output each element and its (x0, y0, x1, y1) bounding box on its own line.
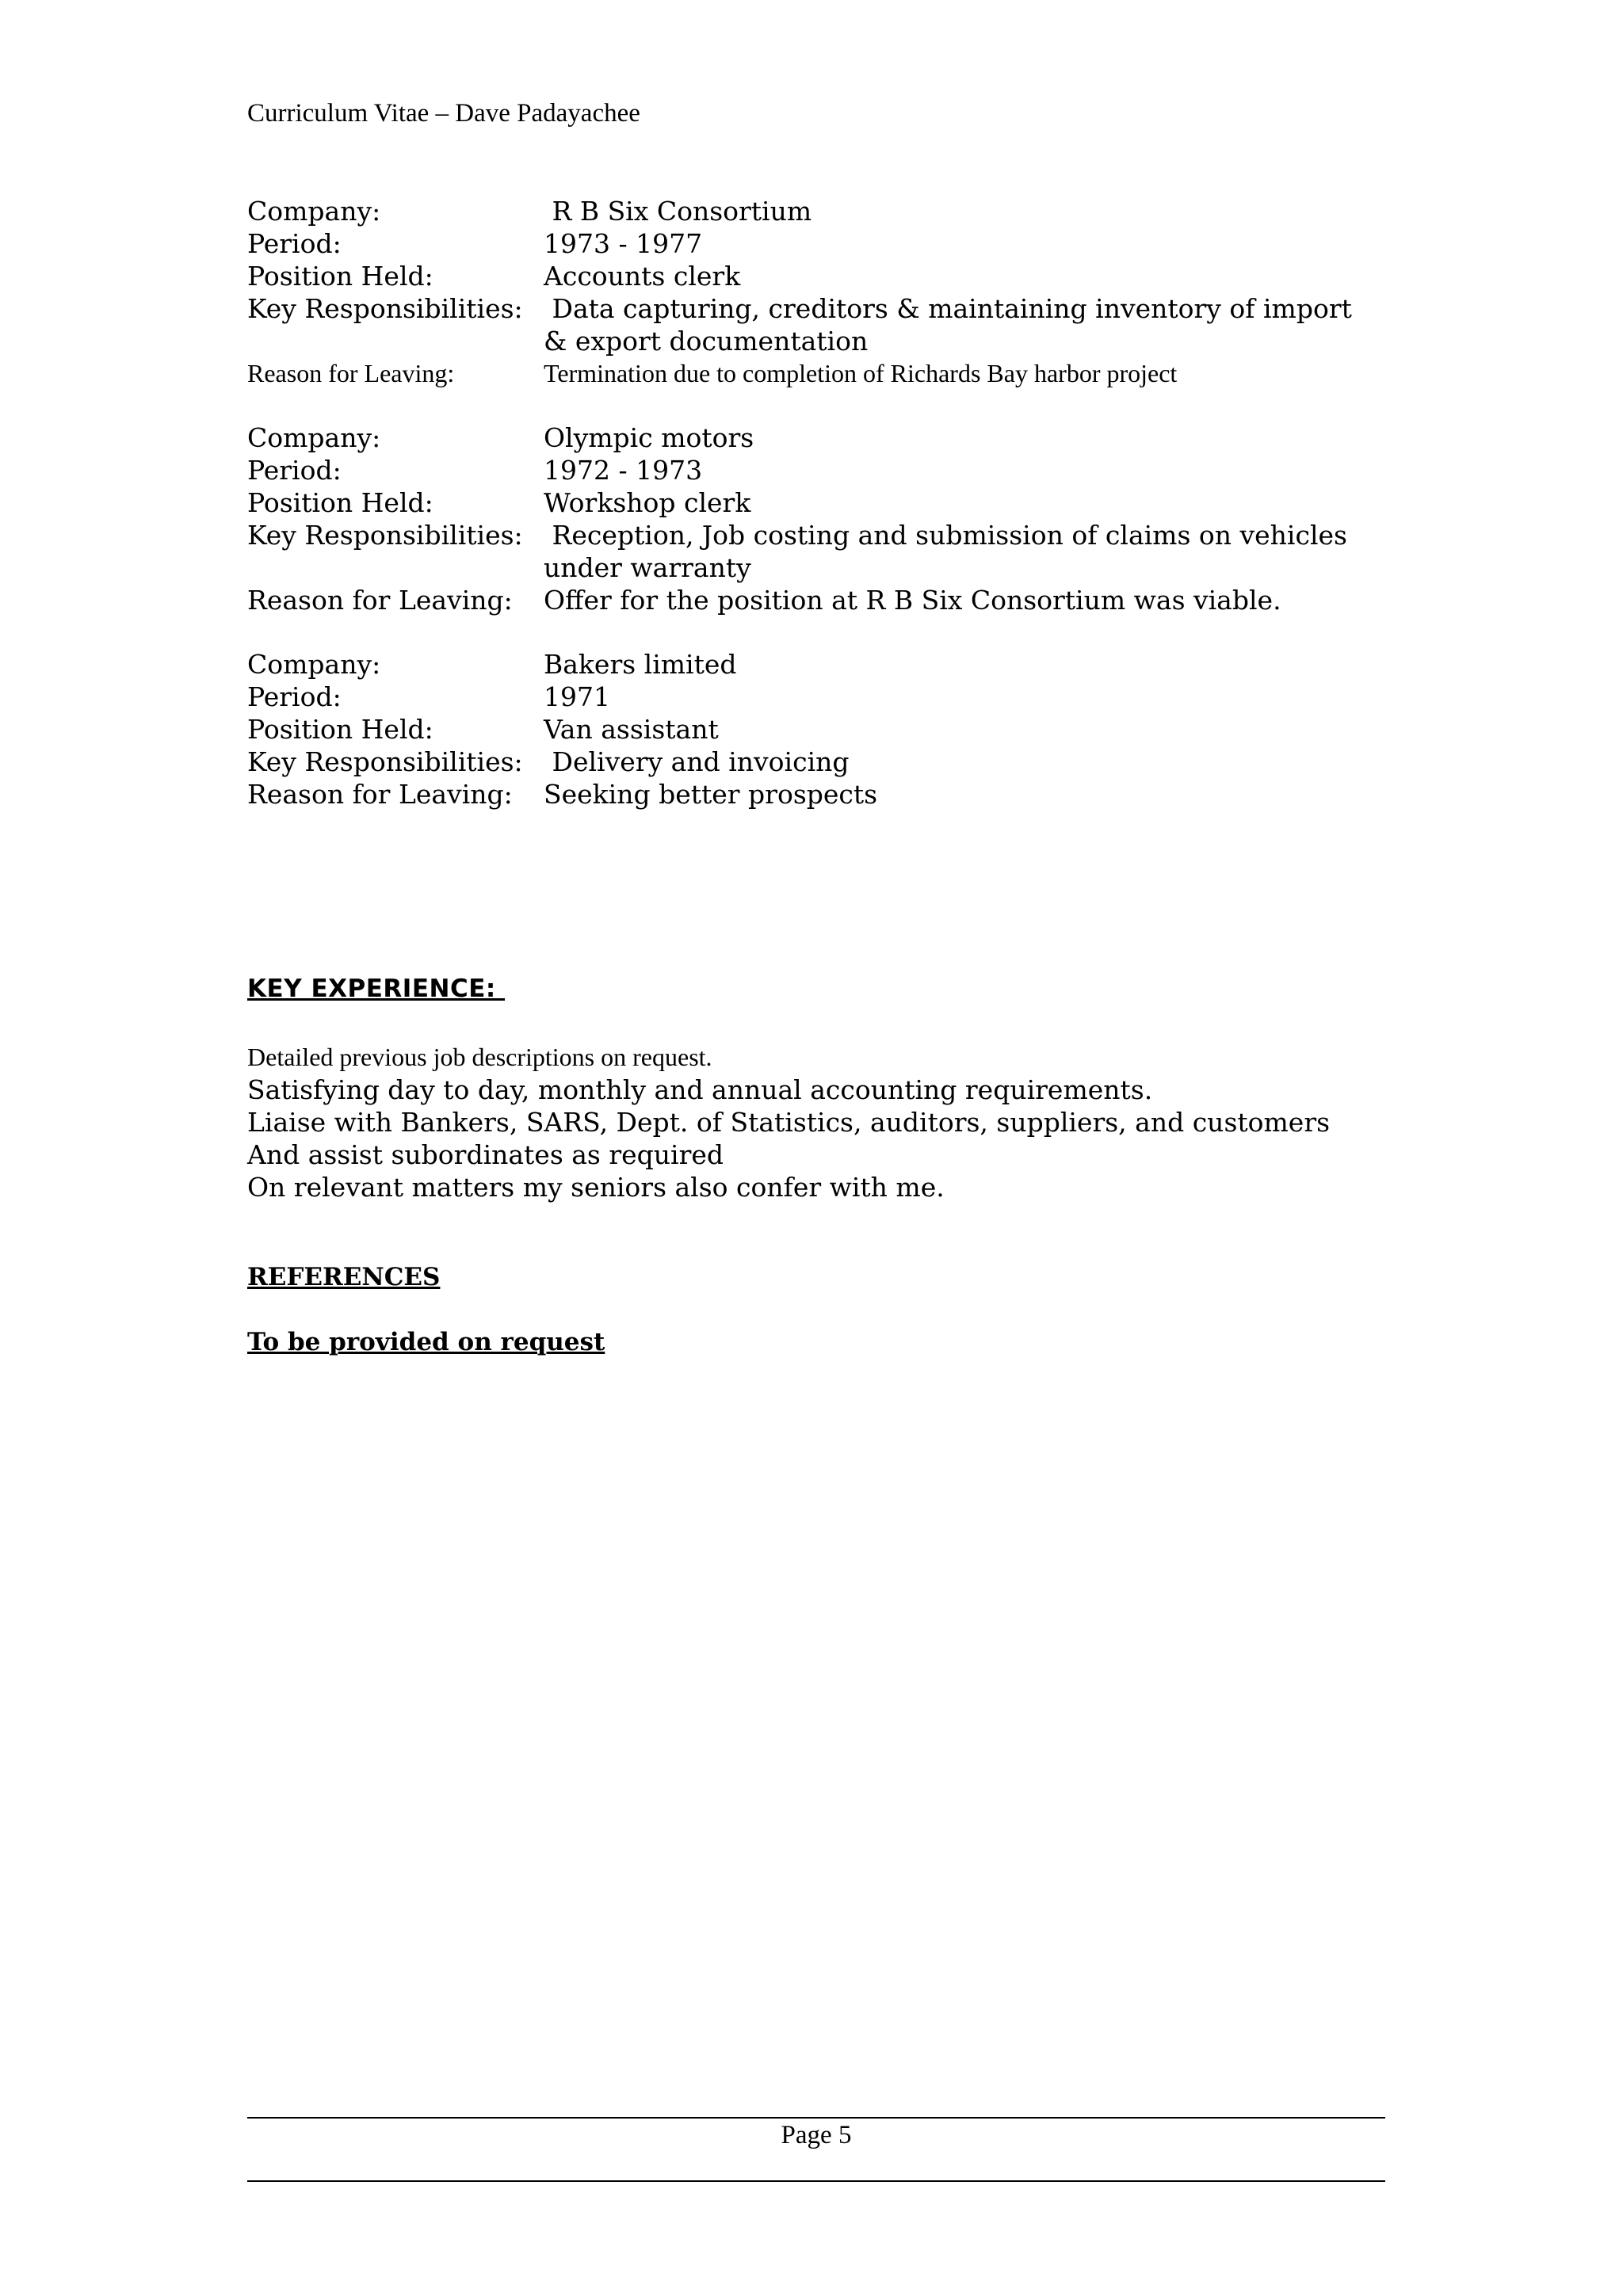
page-number: Page 5 (781, 2121, 852, 2149)
position-row (247, 713, 1396, 746)
position-label: Position Held: (247, 487, 433, 518)
period-value: 1971 (544, 681, 610, 712)
company-label: Company: (247, 422, 381, 453)
responsibilities-row (247, 746, 1396, 778)
responsibilities-row (247, 292, 1396, 325)
responsibilities-value: Data capturing, creditors & maintaining inventory of import (544, 293, 1352, 324)
period-label: Period: (247, 228, 342, 259)
key-experience-line: Liaise with Bankers, SARS, Dept. of Statistics, auditors, suppliers, and customers (247, 1107, 1331, 1138)
responsibilities-continued-row (247, 325, 1396, 357)
position-row (247, 260, 1396, 292)
position-value: Workshop clerk (544, 487, 751, 518)
job-entry (247, 648, 1396, 810)
position-label: Position Held: (247, 261, 433, 292)
page-header: Curriculum Vitae – Dave Padayachee (247, 99, 640, 128)
responsibilities-label: Key Responsibilities: (247, 520, 523, 551)
company-label: Company: (247, 649, 381, 680)
footer-divider-bottom (247, 2180, 1385, 2182)
reason-value: Seeking better prospects (544, 779, 878, 810)
responsibilities-value: Reception, Job costing and submission of claims on vehicles (544, 520, 1347, 551)
company-value: R B Six Consortium (544, 196, 812, 227)
company-value: Bakers limited (544, 649, 737, 680)
period-value: 1973 - 1977 (544, 228, 703, 259)
employment-history (247, 195, 1396, 842)
references-heading: REFERENCES (247, 1263, 441, 1291)
job-entry (247, 195, 1396, 390)
responsibilities-value: Delivery and invoicing (544, 746, 850, 777)
position-label: Position Held: (247, 714, 433, 745)
reason-value: Offer for the position at R B Six Consortium was viable. (544, 585, 1281, 616)
responsibilities-continued-row (247, 551, 1396, 584)
key-experience-line: On relevant matters my seniors also confer with me. (247, 1172, 945, 1203)
period-row (247, 681, 1396, 713)
period-value: 1972 - 1973 (544, 455, 703, 486)
reason-label: Reason for Leaving: (247, 359, 455, 387)
responsibilities-label: Key Responsibilities: (247, 746, 523, 777)
job-entry (247, 421, 1396, 616)
key-experience-line: And assist subordinates as required (247, 1139, 724, 1170)
period-label: Period: (247, 681, 342, 712)
empty-label (247, 551, 544, 584)
position-value: Accounts clerk (544, 261, 741, 292)
responsibilities-continued: & export documentation (544, 326, 869, 357)
key-experience-section (247, 1041, 1436, 1203)
reason-label: Reason for Leaving: (247, 779, 513, 810)
company-value: Olympic motors (544, 422, 754, 453)
reason-value: Termination due to completion of Richards Bay harbor project (544, 359, 1178, 387)
position-value: Van assistant (544, 714, 719, 745)
company-row (247, 421, 1396, 454)
company-row (247, 195, 1396, 227)
responsibilities-continued: under warranty (544, 552, 751, 583)
reason-row (247, 778, 1396, 810)
empty-label (247, 325, 544, 357)
period-row (247, 454, 1396, 486)
reason-row (247, 584, 1396, 616)
key-experience-heading: KEY EXPERIENCE: (247, 974, 506, 1003)
reason-row (247, 357, 1396, 390)
company-label: Company: (247, 196, 381, 227)
references-note: To be provided on request (247, 1328, 605, 1356)
reason-label: Reason for Leaving: (247, 585, 513, 616)
period-label: Period: (247, 455, 342, 486)
company-row (247, 648, 1396, 681)
position-row (247, 486, 1396, 519)
key-experience-intro: Detailed previous job descriptions on request. (247, 1043, 712, 1071)
responsibilities-label: Key Responsibilities: (247, 293, 523, 324)
key-experience-line: Satisfying day to day, monthly and annual accounting requirements. (247, 1074, 1153, 1105)
period-row (247, 227, 1396, 260)
responsibilities-row (247, 519, 1396, 551)
